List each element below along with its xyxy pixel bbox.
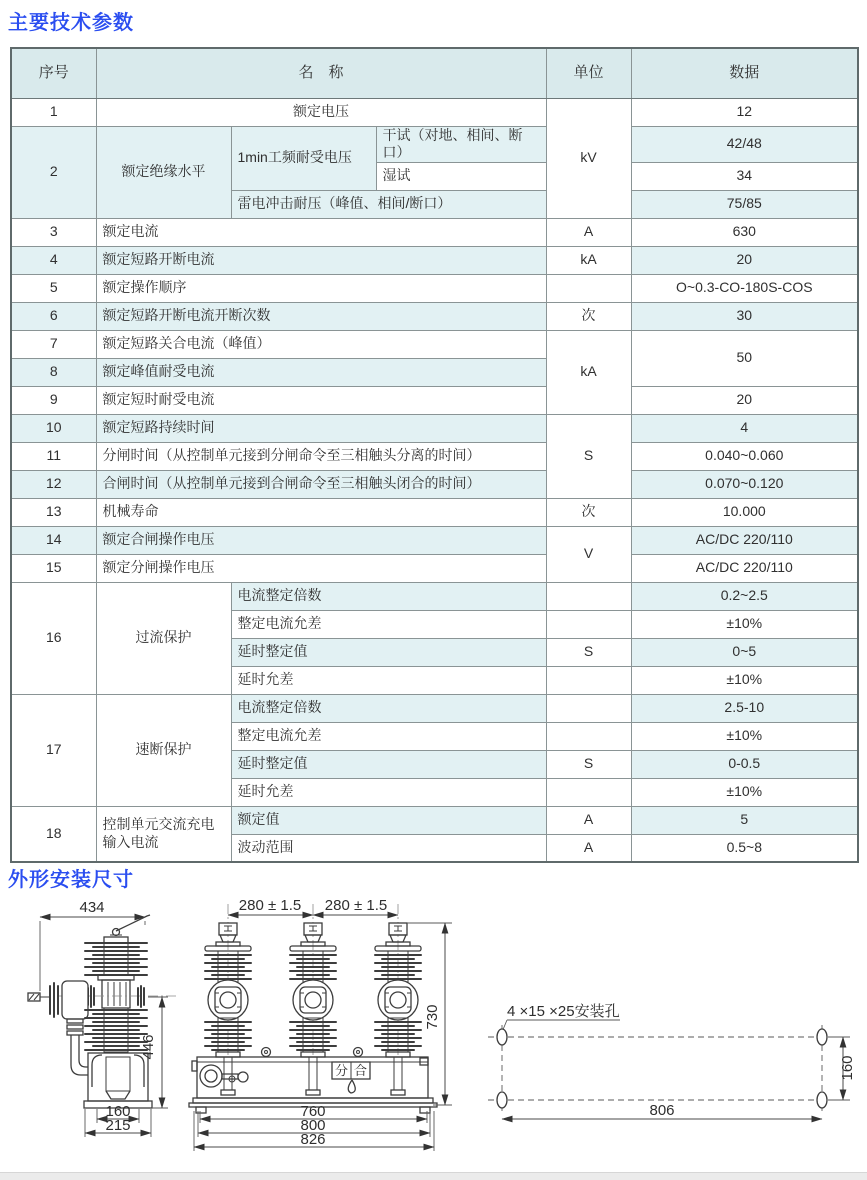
table-cell: A (546, 834, 631, 862)
table-cell: kA (546, 246, 631, 274)
table-cell: 波动范围 (231, 834, 546, 862)
table-cell: 分闸时间（从控制单元接到分闸命令至三相触头分离的时间） (96, 442, 546, 470)
table-cell: O~0.3-CO-180S-COS (631, 274, 858, 302)
table-cell: 0-0.5 (631, 750, 858, 778)
table-cell: 10.000 (631, 498, 858, 526)
table-cell: 额定合闸操作电压 (96, 526, 546, 554)
table-cell: 湿试 (376, 162, 546, 190)
table-cell: 额定分闸操作电压 (96, 554, 546, 582)
page-bottom-divider (0, 1172, 867, 1180)
table-cell: AC/DC 220/110 (631, 526, 858, 554)
table-cell: 额定短路关合电流（峰值） (96, 330, 546, 358)
table-cell: AC/DC 220/110 (631, 554, 858, 582)
table-head (11, 48, 858, 98)
table-cell: 2 (11, 126, 96, 218)
table-cell: 次 (546, 302, 631, 330)
table-cell: 额定峰值耐受电流 (96, 358, 546, 386)
table-row (11, 274, 858, 302)
table-cell: 3 (11, 218, 96, 246)
table-row (11, 498, 858, 526)
table-cell (546, 666, 631, 694)
table-cell: 5 (631, 806, 858, 834)
indicator-open-label: 分 (334, 1063, 349, 1078)
table-cell: 控制单元交流充电输入电流 (96, 806, 231, 862)
table-cell: 10 (11, 414, 96, 442)
column-header: 单位 (546, 48, 631, 98)
table-cell: 额定短路开断电流 (96, 246, 546, 274)
section-title-dimensions: 外形安装尺寸 (8, 869, 134, 891)
table-cell: 30 (631, 302, 858, 330)
table-cell: 6 (11, 302, 96, 330)
dim-160-holes: 160 (839, 1055, 856, 1081)
table-cell: 整定电流允差 (231, 610, 546, 638)
table-cell: ±10% (631, 666, 858, 694)
table-cell: 4 (11, 246, 96, 274)
table-cell: 额定短时耐受电流 (96, 386, 546, 414)
table-row (11, 330, 858, 358)
table-cell (546, 274, 631, 302)
table-cell: 次 (546, 498, 631, 526)
column-header: 数据 (631, 48, 858, 98)
table-row (11, 582, 858, 610)
table-cell (546, 582, 631, 610)
table-cell: 额定电流 (96, 218, 546, 246)
table-cell: 0~5 (631, 638, 858, 666)
front-view-drawing (189, 897, 452, 1151)
table-cell: V (546, 526, 631, 582)
table-cell: 4 (631, 414, 858, 442)
table-cell: 42/48 (631, 126, 858, 162)
indicator-close-label: 合 (353, 1063, 368, 1078)
table-cell: 电流整定倍数 (231, 582, 546, 610)
dim-760: 760 (300, 1103, 326, 1120)
params-table (10, 47, 859, 863)
table-cell: kA (546, 330, 631, 414)
table-row (11, 554, 858, 582)
table-cell: 额定绝缘水平 (96, 126, 231, 218)
dim-280-left: 280 ± 1.5 (238, 897, 302, 914)
table-cell: kV (546, 98, 631, 218)
table-cell: 延时整定值 (231, 638, 546, 666)
table-cell: 延时整定值 (231, 750, 546, 778)
table-cell: 干试（对地、相间、断口） (376, 126, 546, 162)
column-header: 序号 (11, 48, 96, 98)
table-cell: S (546, 750, 631, 778)
table-cell: A (546, 218, 631, 246)
table-cell: 电流整定倍数 (231, 694, 546, 722)
table-cell (546, 610, 631, 638)
table-body (11, 98, 858, 862)
table-cell: 0.5~8 (631, 834, 858, 862)
table-cell: 1min工频耐受电压 (231, 126, 376, 190)
table-cell: 2.5-10 (631, 694, 858, 722)
table-cell: A (546, 806, 631, 834)
table-cell: 34 (631, 162, 858, 190)
table-row (11, 386, 858, 414)
table-row (11, 218, 858, 246)
table-cell: 机械寿命 (96, 498, 546, 526)
table-cell: 13 (11, 498, 96, 526)
table-cell: 5 (11, 274, 96, 302)
table-cell: 过流保护 (96, 582, 231, 694)
dim-215: 215 (105, 1117, 131, 1134)
table-cell (546, 778, 631, 806)
table-row (11, 526, 858, 554)
table-cell: 12 (11, 470, 96, 498)
table-cell: 50 (631, 330, 858, 386)
dim-280-right: 280 ± 1.5 (324, 897, 388, 914)
side-view-drawing (28, 899, 178, 1137)
dim-446: 446 (140, 1034, 157, 1060)
table-cell: 额定操作顺序 (96, 274, 546, 302)
table-cell: ±10% (631, 722, 858, 750)
table-cell: 20 (631, 386, 858, 414)
table-cell: 延时允差 (231, 666, 546, 694)
table-row (11, 98, 858, 126)
dimension-drawings (0, 895, 867, 1180)
table-cell: 630 (631, 218, 858, 246)
table-cell: 12 (631, 98, 858, 126)
mounting-hole-label: 4 ×15 ×25安装孔 (507, 1003, 620, 1020)
table-cell: 1 (11, 98, 96, 126)
table-cell: ±10% (631, 610, 858, 638)
table-row (11, 302, 858, 330)
dim-434: 434 (79, 899, 105, 916)
column-header: 名 称 (96, 48, 546, 98)
dim-800: 800 (300, 1117, 326, 1134)
table-cell: ±10% (631, 778, 858, 806)
dim-826: 826 (300, 1131, 326, 1148)
dim-160-base: 160 (105, 1103, 131, 1120)
dim-806: 806 (649, 1102, 675, 1119)
table-row (11, 806, 858, 834)
table-cell: 15 (11, 554, 96, 582)
table-cell: 17 (11, 694, 96, 806)
table-header-row (11, 48, 858, 98)
dim-730: 730 (424, 1004, 441, 1030)
table-row (11, 694, 858, 722)
mounting-hole-diagram (488, 1002, 856, 1119)
table-cell: 20 (631, 246, 858, 274)
table-cell: S (546, 638, 631, 666)
table-cell: 14 (11, 526, 96, 554)
table-cell: 18 (11, 806, 96, 862)
table-row (11, 442, 858, 470)
table-cell: 整定电流允差 (231, 722, 546, 750)
table-cell: 75/85 (631, 190, 858, 218)
table-cell: 合闸时间（从控制单元接到合闸命令至三相触头闭合的时间） (96, 470, 546, 498)
table-cell: 速断保护 (96, 694, 231, 806)
table-row (11, 126, 858, 162)
table-cell: 额定值 (231, 806, 546, 834)
table-cell: S (546, 414, 631, 498)
table-cell: 7 (11, 330, 96, 358)
table-row (11, 414, 858, 442)
table-cell: 额定电压 (96, 98, 546, 126)
table-cell: 8 (11, 358, 96, 386)
table-row (11, 470, 858, 498)
section-title-main-parameters: 主要技术参数 (8, 12, 134, 34)
table-cell (546, 694, 631, 722)
table-cell: 雷电冲击耐压（峰值、相间/断口） (231, 190, 546, 218)
open-close-indicator (332, 1062, 370, 1093)
table-row (11, 246, 858, 274)
table-cell: 16 (11, 582, 96, 694)
table-cell: 延时允差 (231, 778, 546, 806)
table-cell: 0.040~0.060 (631, 442, 858, 470)
table-cell: 9 (11, 386, 96, 414)
table-cell: 0.070~0.120 (631, 470, 858, 498)
table-cell (546, 722, 631, 750)
table-cell: 额定短路开断电流开断次数 (96, 302, 546, 330)
table-cell: 0.2~2.5 (631, 582, 858, 610)
table-cell: 额定短路持续时间 (96, 414, 546, 442)
table-cell: 11 (11, 442, 96, 470)
